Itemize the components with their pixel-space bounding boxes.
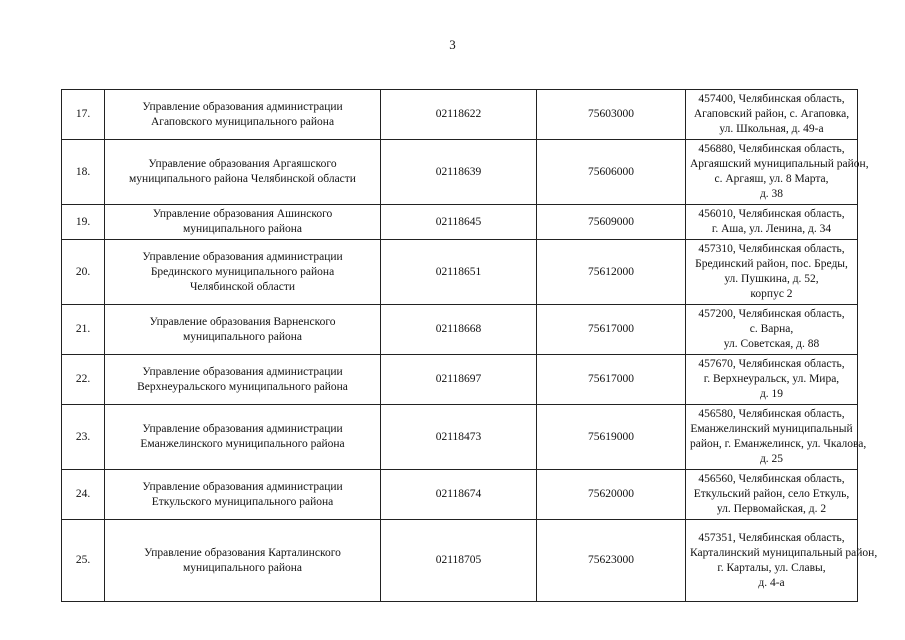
oktmo-code: 75617000	[537, 355, 686, 405]
oktmo-code: 75619000	[537, 405, 686, 470]
oktmo-code: 75623000	[537, 520, 686, 602]
row-number: 17.	[62, 90, 105, 140]
table-row	[62, 520, 858, 602]
table-row	[62, 240, 858, 305]
table-row	[62, 140, 858, 205]
address: 456880, Челябинская область, Аргаяшский муниципальный район, с. Аргаяш, ул. 8 Марта, д. 38	[686, 140, 858, 205]
row-number: 25.	[62, 520, 105, 602]
organization-name: Управление образования администрации Верхнеуральского муниципального района	[105, 355, 381, 405]
oktmo-code: 75620000	[537, 470, 686, 520]
oktmo-code: 75617000	[537, 305, 686, 355]
table-row	[62, 205, 858, 240]
row-number: 21.	[62, 305, 105, 355]
address: 457310, Челябинская область, Брединский район, пос. Бреды, ул. Пушкина, д. 52, корпус 2	[686, 240, 858, 305]
okpo-code: 02118473	[381, 405, 537, 470]
table-row	[62, 305, 858, 355]
oktmo-code: 75609000	[537, 205, 686, 240]
address: 456010, Челябинская область, г. Аша, ул. Ленина, д. 34	[686, 205, 858, 240]
organization-name: Управление образования администрации Агаповского муниципального района	[105, 90, 381, 140]
row-number: 18.	[62, 140, 105, 205]
row-number: 23.	[62, 405, 105, 470]
okpo-code: 02118639	[381, 140, 537, 205]
organization-name: Управление образования Карталинского муниципального района	[105, 520, 381, 602]
okpo-code: 02118645	[381, 205, 537, 240]
row-number: 19.	[62, 205, 105, 240]
address: 457200, Челябинская область, с. Варна, ул. Советская, д. 88	[686, 305, 858, 355]
organization-name: Управление образования Варненского муниципального района	[105, 305, 381, 355]
page-number: 3	[449, 37, 456, 52]
table-row	[62, 405, 858, 470]
okpo-code: 02118651	[381, 240, 537, 305]
address: 456560, Челябинская область, Еткульский район, село Еткуль, ул. Первомайская, д. 2	[686, 470, 858, 520]
okpo-code: 02118674	[381, 470, 537, 520]
address: 457670, Челябинская область, г. Верхнеуральск, ул. Мира, д. 19	[686, 355, 858, 405]
address: 457351, Челябинская область, Карталинский муниципальный район, г. Карталы, ул. Славы, д. 4-а	[686, 520, 858, 602]
organizations-table	[61, 89, 878, 602]
oktmo-code: 75612000	[537, 240, 686, 305]
okpo-code: 02118668	[381, 305, 537, 355]
okpo-code: 02118705	[381, 520, 537, 602]
okpo-code: 02118622	[381, 90, 537, 140]
organization-name: Управление образования администрации Еткульского муниципального района	[105, 470, 381, 520]
table-row	[62, 90, 858, 140]
oktmo-code: 75606000	[537, 140, 686, 205]
address: 457400, Челябинская область, Агаповский район, с. Агаповка, ул. Школьная, д. 49-а	[686, 90, 858, 140]
table-row	[62, 470, 858, 520]
row-number: 20.	[62, 240, 105, 305]
organization-name: Управление образования Ашинского муниципального района	[105, 205, 381, 240]
organization-name: Управление образования администрации Брединского муниципального района Челябинской области	[105, 240, 381, 305]
row-number: 24.	[62, 470, 105, 520]
table-row	[62, 355, 858, 405]
okpo-code: 02118697	[381, 355, 537, 405]
oktmo-code: 75603000	[537, 90, 686, 140]
organization-name: Управление образования администрации Еманжелинского муниципального района	[105, 405, 381, 470]
address: 456580, Челябинская область, Еманжелинский муниципальный район, г. Еманжелинск, ул. Чкалова, д. 25	[686, 405, 858, 470]
row-number: 22.	[62, 355, 105, 405]
organization-name: Управление образования Аргаяшского муниципального района Челябинской области	[105, 140, 381, 205]
